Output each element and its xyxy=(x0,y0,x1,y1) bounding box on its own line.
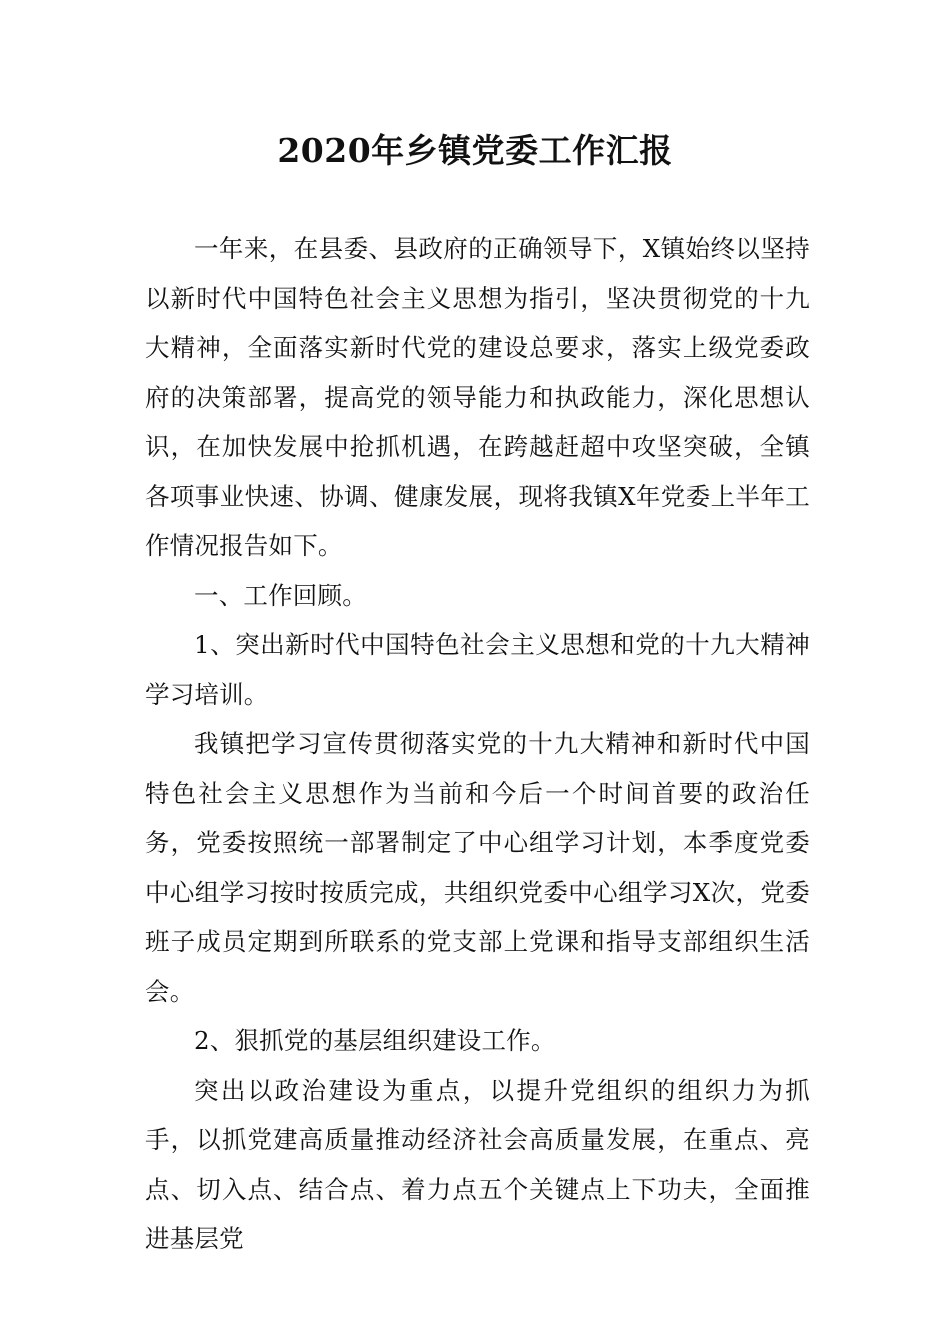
subheading-grassroots-organization: 2、狠抓党的基层组织建设工作。 xyxy=(194,1026,556,1055)
paragraph-study-details: 我镇把学习宣传贯彻落实党的十九大精神和新时代中国特色社会主义思想作为当前和今后一个时间首要的政治任务，党委按照统一部署制定了中心组学习计划，本季度党委中心组学习按时按质完成，共组织党委中心组学习X次，党委班子成员定期到所联系的党支部上党课和指导支部组织生活会。 xyxy=(145,729,810,1006)
paragraph-intro: 一年来，在县委、县政府的正确领导下，X镇始终以坚持以新时代中国特色社会主义思想为指引，坚决贯彻党的十九大精神，全面落实新时代党的建设总要求，落实上级党委政府的决策部署，提高党的领导能力和执政能力，深化思想认识，在加快发展中抢抓机遇，在跨越赶超中攻坚突破，全镇各项事业快速、协调、健康发展，现将我镇X年党委上半年工作情况报告如下。 xyxy=(145,234,810,560)
subheading-study-training: 1、突出新时代中国特色社会主义思想和党的十九大精神学习培训。 xyxy=(145,630,810,709)
document-title: 2020年乡镇党委工作汇报 xyxy=(277,131,673,170)
section-heading-work-review: 一、工作回顾。 xyxy=(194,580,367,610)
document-body xyxy=(145,224,810,1264)
paragraph-grassroots-details: 突出以政治建设为重点，以提升党组织的组织力为抓手，以抓党建高质量推动经济社会高质量发展，在重点、亮点、切入点、结合点、着力点五个关键点上下功夫，全面推进基层党 xyxy=(145,1075,810,1253)
